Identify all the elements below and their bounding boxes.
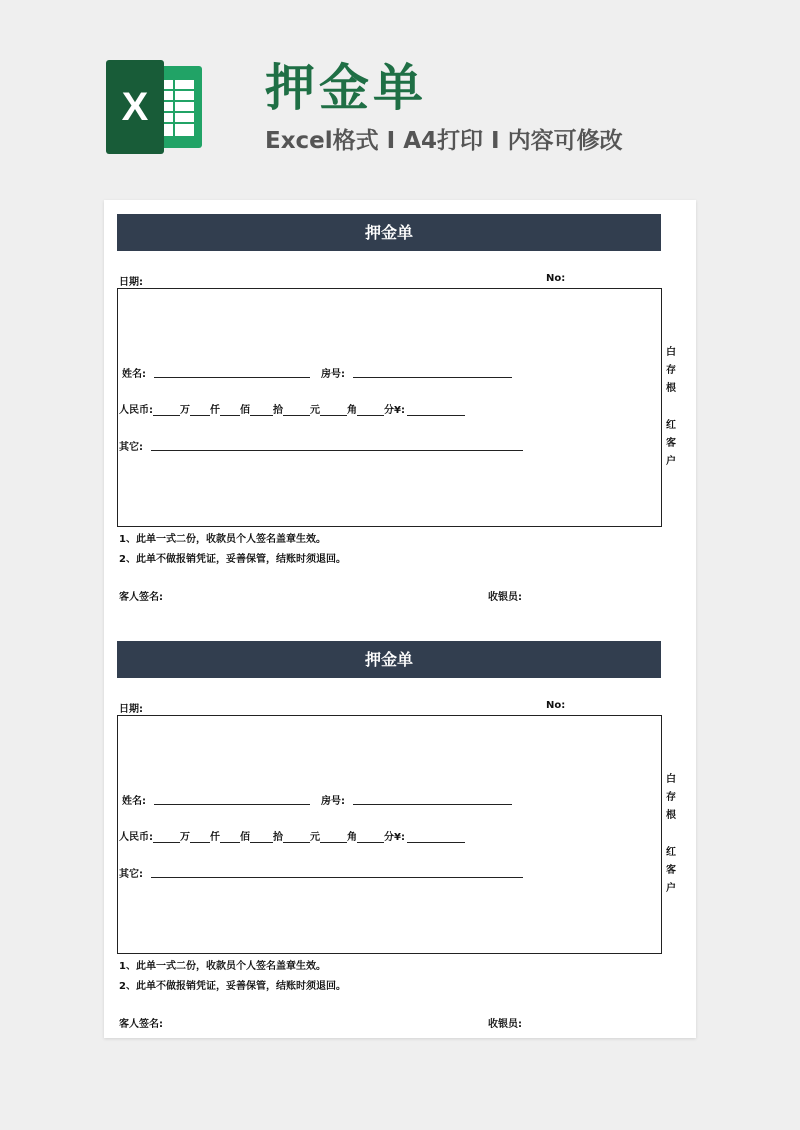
- number-label: No:: [546, 700, 566, 711]
- number-label: No:: [546, 273, 566, 284]
- unit-jiao: 角: [347, 832, 357, 843]
- yuan-field[interactable]: [283, 831, 310, 843]
- note-1: 1、此单一式二份，收款员个人签名盖章生效。: [119, 961, 326, 972]
- unit-fen: 分¥:: [384, 832, 405, 843]
- shi-field[interactable]: [250, 404, 273, 416]
- guest-name-label: 姓名:: [122, 796, 146, 807]
- note-2: 2、此单不做报销凭证，妥善保管，结账时须退回。: [119, 981, 346, 992]
- bai-field[interactable]: [220, 831, 240, 843]
- form-content-box: [117, 715, 662, 954]
- fen-field[interactable]: [357, 404, 384, 416]
- unit-yuan: 元: [310, 405, 320, 416]
- form-content-box: [117, 288, 662, 527]
- date-label: 日期:: [119, 704, 143, 715]
- document-sheet: [104, 200, 696, 1038]
- room-number-label: 房号:: [321, 796, 345, 807]
- other-label: 其它:: [119, 442, 143, 453]
- copy-label-customer: 红 客 户: [666, 420, 676, 467]
- bai-field[interactable]: [220, 404, 240, 416]
- deposit-form-1: [104, 200, 696, 620]
- shi-field[interactable]: [250, 831, 273, 843]
- unit-qian: 仟: [210, 405, 220, 416]
- other-field[interactable]: [151, 450, 523, 451]
- unit-shi: 拾: [273, 832, 283, 843]
- rmb-label: 人民币:: [119, 405, 153, 416]
- date-label: 日期:: [119, 277, 143, 288]
- note-1: 1、此单一式二份，收款员个人签名盖章生效。: [119, 534, 326, 545]
- amount-row: [119, 828, 465, 843]
- room-number-label: 房号:: [321, 369, 345, 380]
- amount-row: [119, 401, 465, 416]
- other-label: 其它:: [119, 869, 143, 880]
- wan-field[interactable]: [153, 831, 180, 843]
- form-title-bar: 押金单: [117, 214, 661, 251]
- other-field[interactable]: [151, 877, 523, 878]
- excel-logo-icon: [104, 58, 204, 156]
- excel-logo-letter: X: [121, 85, 149, 129]
- unit-bai: 佰: [240, 832, 250, 843]
- copy-label-stub: 白 存 根: [666, 774, 676, 821]
- wan-field[interactable]: [153, 404, 180, 416]
- banner-title: 押金单: [265, 59, 427, 117]
- cashier-label: 收银员:: [488, 592, 522, 603]
- room-number-field[interactable]: [353, 804, 512, 805]
- guest-signature-label: 客人签名:: [119, 592, 163, 603]
- unit-yuan: 元: [310, 832, 320, 843]
- note-2: 2、此单不做报销凭证，妥善保管，结账时须退回。: [119, 554, 346, 565]
- unit-jiao: 角: [347, 405, 357, 416]
- unit-qian: 仟: [210, 832, 220, 843]
- guest-name-field[interactable]: [154, 804, 310, 805]
- unit-wan: 万: [180, 832, 190, 843]
- copy-label-customer: 红 客 户: [666, 847, 676, 894]
- rmb-label: 人民币:: [119, 832, 153, 843]
- unit-shi: 拾: [273, 405, 283, 416]
- deposit-form-2: [104, 627, 696, 1047]
- form-title-bar: 押金单: [117, 641, 661, 678]
- guest-signature-label: 客人签名:: [119, 1019, 163, 1030]
- banner-subtitle: Excel格式 I A4打印 I 内容可修改: [265, 128, 623, 154]
- unit-fen: 分¥:: [384, 405, 405, 416]
- qian-field[interactable]: [190, 404, 210, 416]
- yuan-field[interactable]: [283, 404, 310, 416]
- copy-label-stub: 白 存 根: [666, 347, 676, 394]
- cashier-label: 收银员:: [488, 1019, 522, 1030]
- jiao-field[interactable]: [320, 831, 347, 843]
- jiao-field[interactable]: [320, 404, 347, 416]
- unit-wan: 万: [180, 405, 190, 416]
- room-number-field[interactable]: [353, 377, 512, 378]
- amount-total-field[interactable]: [407, 831, 465, 843]
- unit-bai: 佰: [240, 405, 250, 416]
- guest-name-field[interactable]: [154, 377, 310, 378]
- qian-field[interactable]: [190, 831, 210, 843]
- fen-field[interactable]: [357, 831, 384, 843]
- amount-total-field[interactable]: [407, 404, 465, 416]
- guest-name-label: 姓名:: [122, 369, 146, 380]
